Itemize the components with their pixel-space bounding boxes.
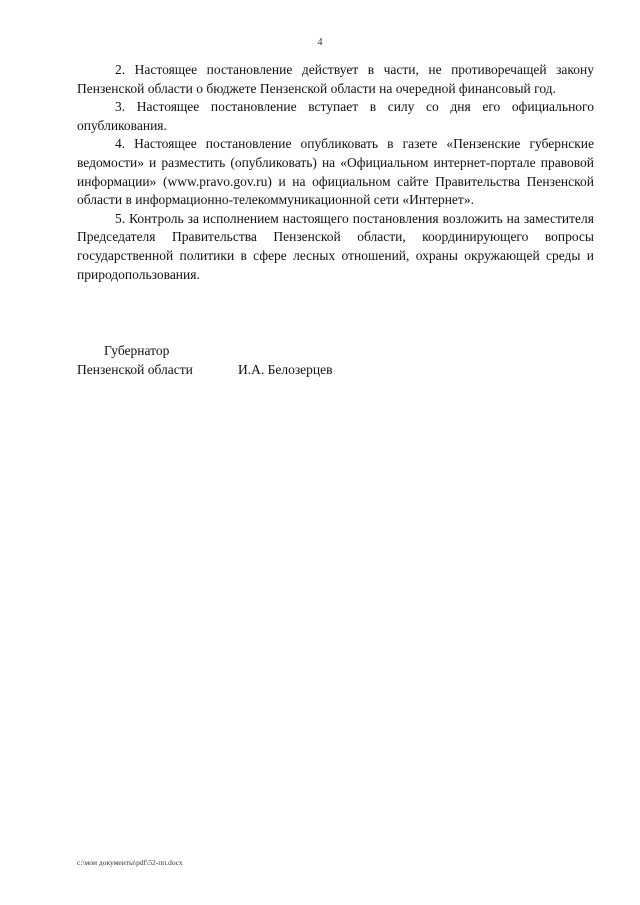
paragraph-4: 4. Настоящее постановление опубликовать в газете «Пензенские губернские ведомости» и разместить (опубликовать) на «Официальном интернет-портале правовой информации» (www.pravo.gov.ru) и на официальном сайте Правительства Пензенской области в информационно-телекоммуникационной сети «Интернет».: [77, 136, 594, 208]
signatory-title-line2: Пензенской области: [77, 361, 193, 377]
page-number: 4: [317, 37, 323, 48]
document-body: [77, 61, 594, 284]
footer-file-path: c:\мои документы\pdf\52-пп.docx: [77, 858, 183, 867]
paragraph-2: 2. Настоящее постановление действует в части, не противоречащей закону Пензенской области о бюджете Пензенской области на очередной финансовый год.: [77, 62, 594, 96]
signature-row: [77, 361, 477, 380]
signature-block: [77, 342, 477, 379]
signatory-title-line1: Губернатор: [104, 343, 170, 358]
paragraph-3: 3. Настоящее постановление вступает в силу со дня его официального опубликования.: [77, 99, 594, 133]
paragraph-5: 5. Контроль за исполнением настоящего постановления возложить на заместителя Председателя Правительства Пензенской области, координирующего вопросы государственной политики в сфере лесных отношений, охраны окружающей среды и природопользования.: [77, 210, 594, 282]
signatory-name: И.А. Белозерцев: [238, 361, 333, 377]
